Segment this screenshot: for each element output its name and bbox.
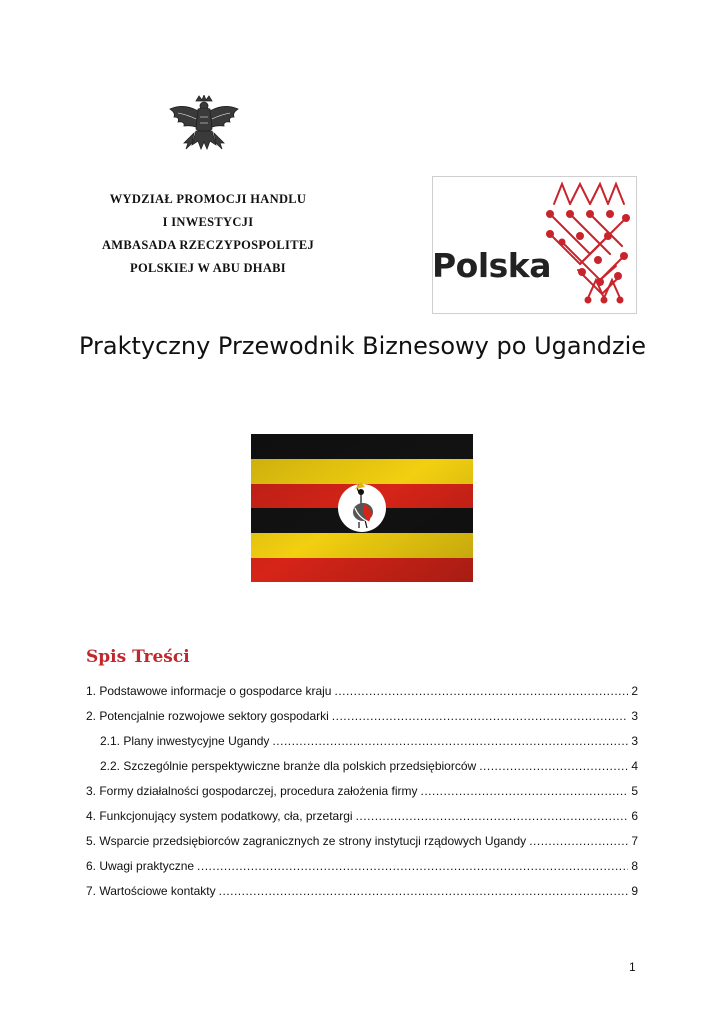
toc-entry[interactable] [86,859,638,884]
org-line: WYDZIAŁ PROMOCJI HANDLU [109,192,307,206]
toc-entry-text: 1. Podstawowe informacje o gospodarce kraju [86,684,332,698]
page-number: 1 [629,960,636,974]
toc-entry[interactable] [86,884,638,909]
toc-leader-dots [219,884,629,898]
toc-entry-page: 3 [631,709,638,723]
toc-entry-text: 2.2. Szczególnie perspektywiczne branże dla polskich przedsiębiorców [100,759,477,773]
toc-entry-text: 2.1. Plany inwestycyjne Ugandy [100,734,270,748]
toc-entry[interactable] [86,834,638,859]
toc-leader-dots [356,809,629,823]
organization-name [88,188,328,280]
toc-entry[interactable] [86,759,638,784]
toc-entry-page: 9 [631,884,638,898]
org-line: POLSKIEJ W ABU DHABI [130,261,286,275]
toc-entry-page: 3 [631,734,638,748]
toc-entry-page: 7 [631,834,638,848]
polska-logo-text: Polska [432,246,552,285]
toc-entry[interactable] [86,709,638,734]
uganda-flag-icon [251,434,473,582]
toc-leader-dots [197,859,628,873]
toc-leader-dots [479,759,628,773]
page-title: Praktyczny Przewodnik Biznesowy po Ugandzie [78,332,647,360]
polish-eagle-emblem-icon [166,95,242,161]
toc-entry[interactable] [86,809,638,834]
polska-brand-mark-icon [540,180,632,306]
toc-entry-page: 6 [631,809,638,823]
toc-leader-dots [332,709,629,723]
toc-entry-text: 3. Formy działalności gospodarczej, procedura założenia firmy [86,784,418,798]
toc-entry-text: 6. Uwagi praktyczne [86,859,195,873]
toc-entry-page: 2 [631,684,638,698]
toc-entry-text: 4. Funkcjonujący system podatkowy, cła, przetargi [86,809,353,823]
toc-entry-text: 2. Potencjalnie rozwojowe sektory gospodarki [86,709,329,723]
toc-leader-dots [334,684,628,698]
table-of-contents [86,684,638,909]
toc-entry-page: 5 [631,784,638,798]
toc-entry-page: 8 [631,859,638,873]
toc-entry-text: 5. Wsparcie przedsiębiorców zagranicznych ze strony instytucji rządowych Ugandy [86,834,527,848]
toc-entry-page: 4 [631,759,638,773]
toc-entry-text: 7. Wartościowe kontakty [86,884,216,898]
toc-leader-dots [272,734,628,748]
org-line: AMBASADA RZECZYPOSPOLITEJ [101,238,315,252]
org-line: I INWESTYCJI [162,215,254,229]
toc-heading: Spis Treści [86,647,190,667]
toc-entry[interactable] [86,734,638,759]
toc-entry[interactable] [86,784,638,809]
toc-leader-dots [420,784,628,798]
toc-entry[interactable] [86,684,638,709]
toc-leader-dots [529,834,628,848]
